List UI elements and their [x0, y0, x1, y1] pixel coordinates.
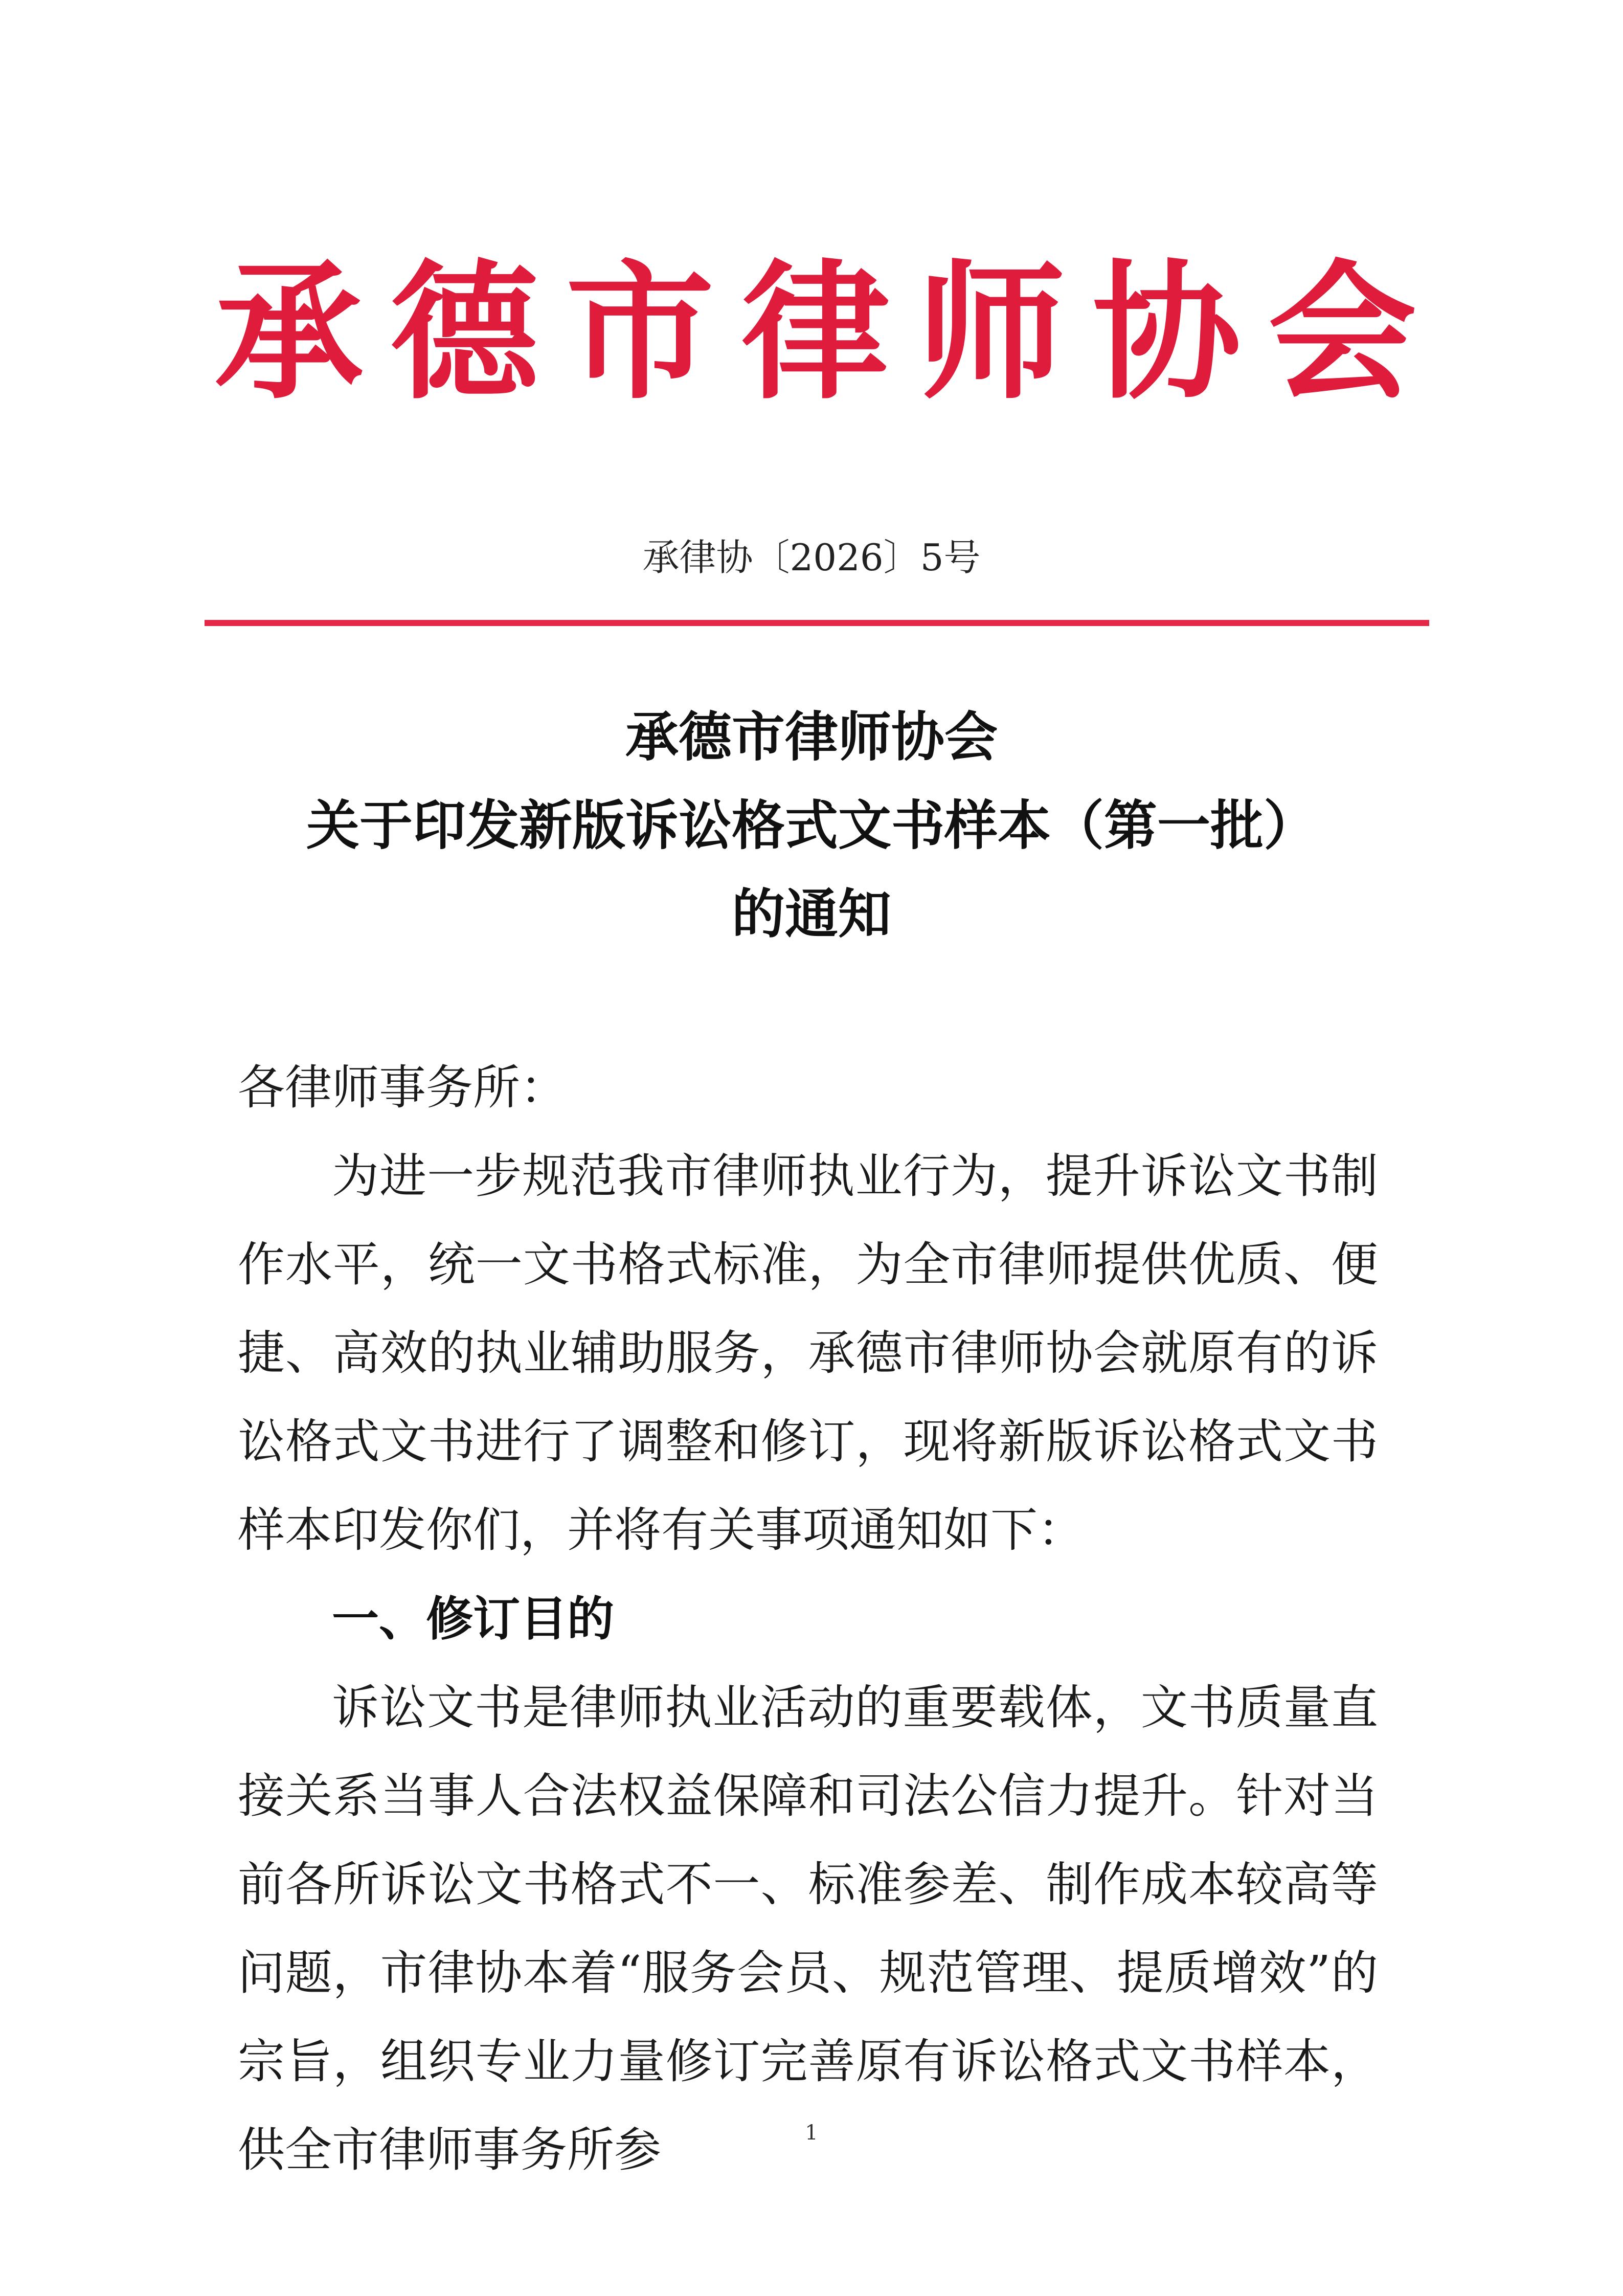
header-divider-line [205, 620, 1429, 626]
section-1-paragraph: 诉讼文书是律师执业活动的重要载体，文书质量直接关系当事人合法权益保障和司法公信力提升。针对当前各所诉讼文书格式不一、标准参差、制作成本较高等问题，市律协本着“服务会员、规范管理、提质增效”的宗旨，组织专业力量修订完善原有诉讼格式文书样本，供全市律师事务所参 [238, 1680, 1378, 2177]
title-line-1: 承德市律师协会 [625, 706, 998, 768]
header-char: 师 [917, 246, 1066, 419]
document-number: 承律协〔2026〕5号 [642, 536, 981, 579]
intro-paragraph: 为进一步规范我市律师执业行为，提升诉讼文书制作水平，统一文书格式标准，为全市律师提供优质、便捷、高效的执业辅助服务，承德市律师协会就原有的诉讼格式文书进行了调整和修订，现将新版诉讼格式文书样本印发你们，并将有关事项通知如下： [238, 1149, 1378, 1557]
salutation: 各律师事务所： [238, 1060, 568, 1115]
header-char: 协 [1092, 246, 1241, 419]
header-char: 市 [566, 246, 714, 419]
page-number: 1 [805, 2121, 818, 2145]
header-char: 律 [741, 246, 890, 419]
header-char: 德 [390, 246, 539, 419]
document-title [0, 693, 1623, 958]
section-heading-1: 一、修订目的 [332, 1592, 615, 1646]
header-char: 承 [215, 246, 363, 419]
title-line-2: 关于印发新版诉讼格式文书样本（第一批） [306, 794, 1317, 857]
title-line-3: 的通知 [731, 883, 891, 945]
issuing-organization-header [215, 246, 1416, 419]
header-char: 会 [1268, 246, 1416, 419]
